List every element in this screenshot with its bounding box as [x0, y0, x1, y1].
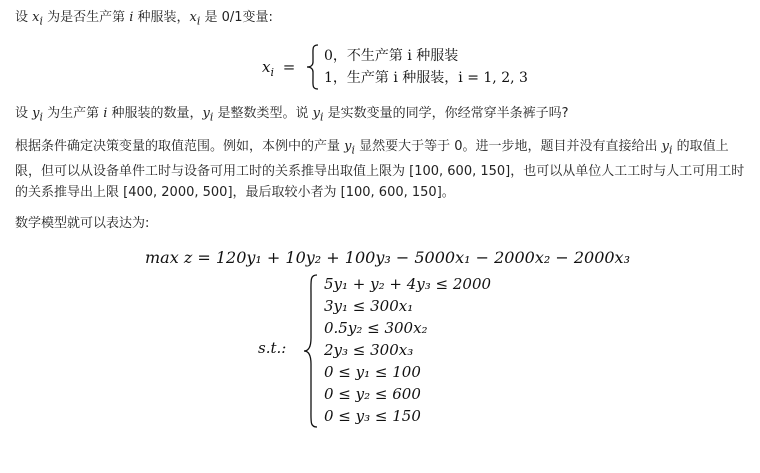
p1-end: 是 0/1变量:: [200, 10, 273, 25]
p2-end: 是实数变量的同学，你经常穿半条裤子吗?: [323, 106, 569, 121]
p2-mid3: 是整数类型。说: [213, 106, 313, 121]
sub-i: i: [320, 110, 324, 124]
p1-mid: 为是否生产第: [42, 10, 130, 25]
var-y: y: [661, 139, 669, 154]
eq1-equals: =: [282, 58, 296, 76]
constraint-5: 0 ≤ y₁ ≤ 100: [324, 363, 421, 381]
var-y: y: [32, 106, 40, 121]
constraint-4: 2y₃ ≤ 300x₃: [324, 341, 414, 359]
sub-i: i: [351, 143, 355, 157]
var-y: y: [312, 106, 320, 121]
objective-function: [145, 248, 630, 267]
x-definition-equation: [262, 44, 562, 90]
sub-i: i: [39, 110, 43, 124]
p3-text-c: 的取值上限，但可以从设备单件工时与设备可用工时的关系推导出取值上限为 [100, 600, 150]，也可以从单位人工工时与人工可用工时的关系推导出上限 [400, 2000, 500]，最后取较小者为 [100, 600, 150]。: [15, 139, 745, 200]
constraint-2: 3y₁ ≤ 300x₁: [324, 297, 414, 315]
var-y: y: [202, 106, 210, 121]
var-x: x: [189, 10, 197, 25]
left-brace-icon: [306, 44, 320, 90]
objective-text: max z = 120y₁ + 10y₂ + 100y₃ − 5000x₁ − 2000x₂ − 2000x₃: [145, 248, 630, 267]
constraint-7: 0 ≤ y₃ ≤ 150: [324, 407, 421, 425]
p2-mid2: 种服装的数量，: [107, 106, 203, 121]
left-brace-icon: [303, 274, 319, 428]
sub-i: i: [39, 14, 43, 28]
eq1-case-2: 1，生产第 i 种服装，i = 1, 2, 3: [324, 70, 528, 86]
constraints-block: [258, 272, 578, 432]
var-x: x: [32, 10, 40, 25]
st-label: s.t.:: [258, 339, 287, 357]
constraint-6: 0 ≤ y₂ ≤ 600: [324, 385, 421, 403]
var-y: y: [344, 139, 352, 154]
model-intro: [15, 214, 149, 234]
p3-text-a: 根据条件确定决策变量的取值范围。例如，本例中的产量: [15, 139, 345, 154]
p3-text-b: 显然要大于等于 0。进一步地，题目并没有直接给出: [354, 139, 662, 154]
p2-mid: 为生产第: [42, 106, 104, 121]
sub-i: i: [209, 110, 214, 124]
p2-prefix: 设: [15, 106, 33, 121]
p4-text: 数学模型就可以表达为:: [15, 216, 150, 231]
variable-range-paragraph: [15, 136, 747, 203]
constraint-3: 0.5y₂ ≤ 300x₂: [324, 319, 428, 337]
sub-i: i: [669, 143, 673, 157]
eq1-lhs-sub: i: [270, 66, 274, 79]
eq1-case-1: 0，不生产第 i 种服装: [324, 48, 459, 64]
intro-x-definition: [15, 8, 273, 32]
intro-y-definition: [15, 104, 569, 128]
constraint-1: 5y₁ + y₂ + 4y₃ ≤ 2000: [324, 275, 492, 293]
eq1-lhs-var: x: [262, 58, 271, 76]
var-i: i: [129, 10, 134, 25]
var-i: i: [103, 106, 108, 121]
p1-suffix: 种服装，: [133, 10, 190, 25]
sub-i: i: [196, 14, 201, 28]
p1-prefix: 设: [15, 10, 33, 25]
